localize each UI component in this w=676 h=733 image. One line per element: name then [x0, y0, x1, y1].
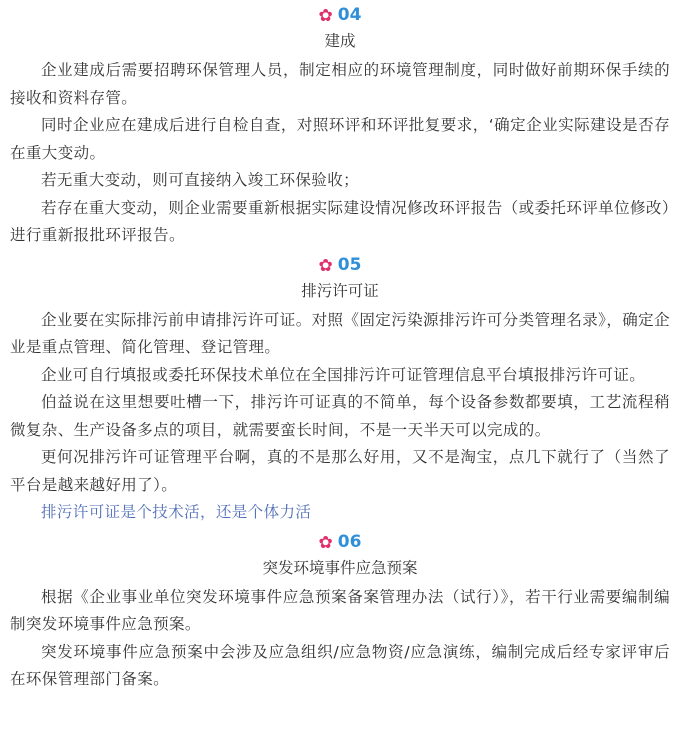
paragraph: 伯益说在这里想要吐槽一下，排污许可证真的不简单，每个设备参数都要填，工艺流程稍微复杂、生产设备多点的项目，就需要蛮长时间，不是一天半天可以完成的。: [10, 393, 670, 439]
section-title: 突发环境事件应急预案: [262, 558, 418, 577]
section-heading-04: [10, 2, 670, 28]
flower-icon: ✿: [318, 532, 333, 553]
paragraph: 突发环境事件应急预案中会涉及应急组织/应急物资/应急演练，编制完成后经专家评审后在环保管理部门备案。: [10, 642, 670, 688]
paragraph: 根据《企业事业单位突发环境事件应急预案备案管理办法（试行）》，若干行业需要编制编制突发环境事件应急预案。: [10, 587, 670, 633]
section-heading-06: [10, 529, 670, 555]
paragraph: 企业建成后需要招聘环保管理人员，制定相应的环境管理制度，同时做好前期环保手续的接收和资料存管。: [10, 61, 670, 107]
section-number: 04: [337, 5, 362, 25]
paragraph: 更何况排污许可证管理平台啊，真的不是那么好用，又不是淘宝，点几下就行了（当然了平台是越来越好用了）。: [10, 448, 670, 494]
paragraph: 若存在重大变动，则企业需要重新根据实际建设情况修改环评报告（或委托环评单位修改）进行重新报批环评报告。: [10, 198, 670, 244]
highlight-text: 排污许可证是个技术活，还是个体力活: [41, 503, 312, 521]
section-number: 05: [337, 254, 362, 275]
flower-icon: ✿: [318, 6, 333, 26]
paragraph: 企业要在实际排污前申请排污许可证。对照《固定污染源排污许可分类管理名录》，确定企业是重点管理、简化管理、登记管理。: [10, 310, 670, 356]
section-title: 排污许可证: [301, 281, 379, 300]
section-heading-05: [10, 252, 670, 278]
paragraph: 同时企业应在建成后进行自检自查，对照环评和环评批复要求，‘确定企业实际建设是否存在重大变动。: [10, 116, 670, 162]
section-number: 06: [337, 531, 362, 552]
section-title: 建成: [324, 32, 356, 50]
flower-icon: ✿: [318, 255, 333, 276]
paragraph: 企业可自行填报或委托环保技术单位在全国排污许可证管理信息平台填报排污许可证。: [41, 365, 646, 384]
paragraph: 若无重大变动，则可直接纳入竣工环保验收；: [41, 171, 360, 189]
article-body: [0, 2, 676, 733]
